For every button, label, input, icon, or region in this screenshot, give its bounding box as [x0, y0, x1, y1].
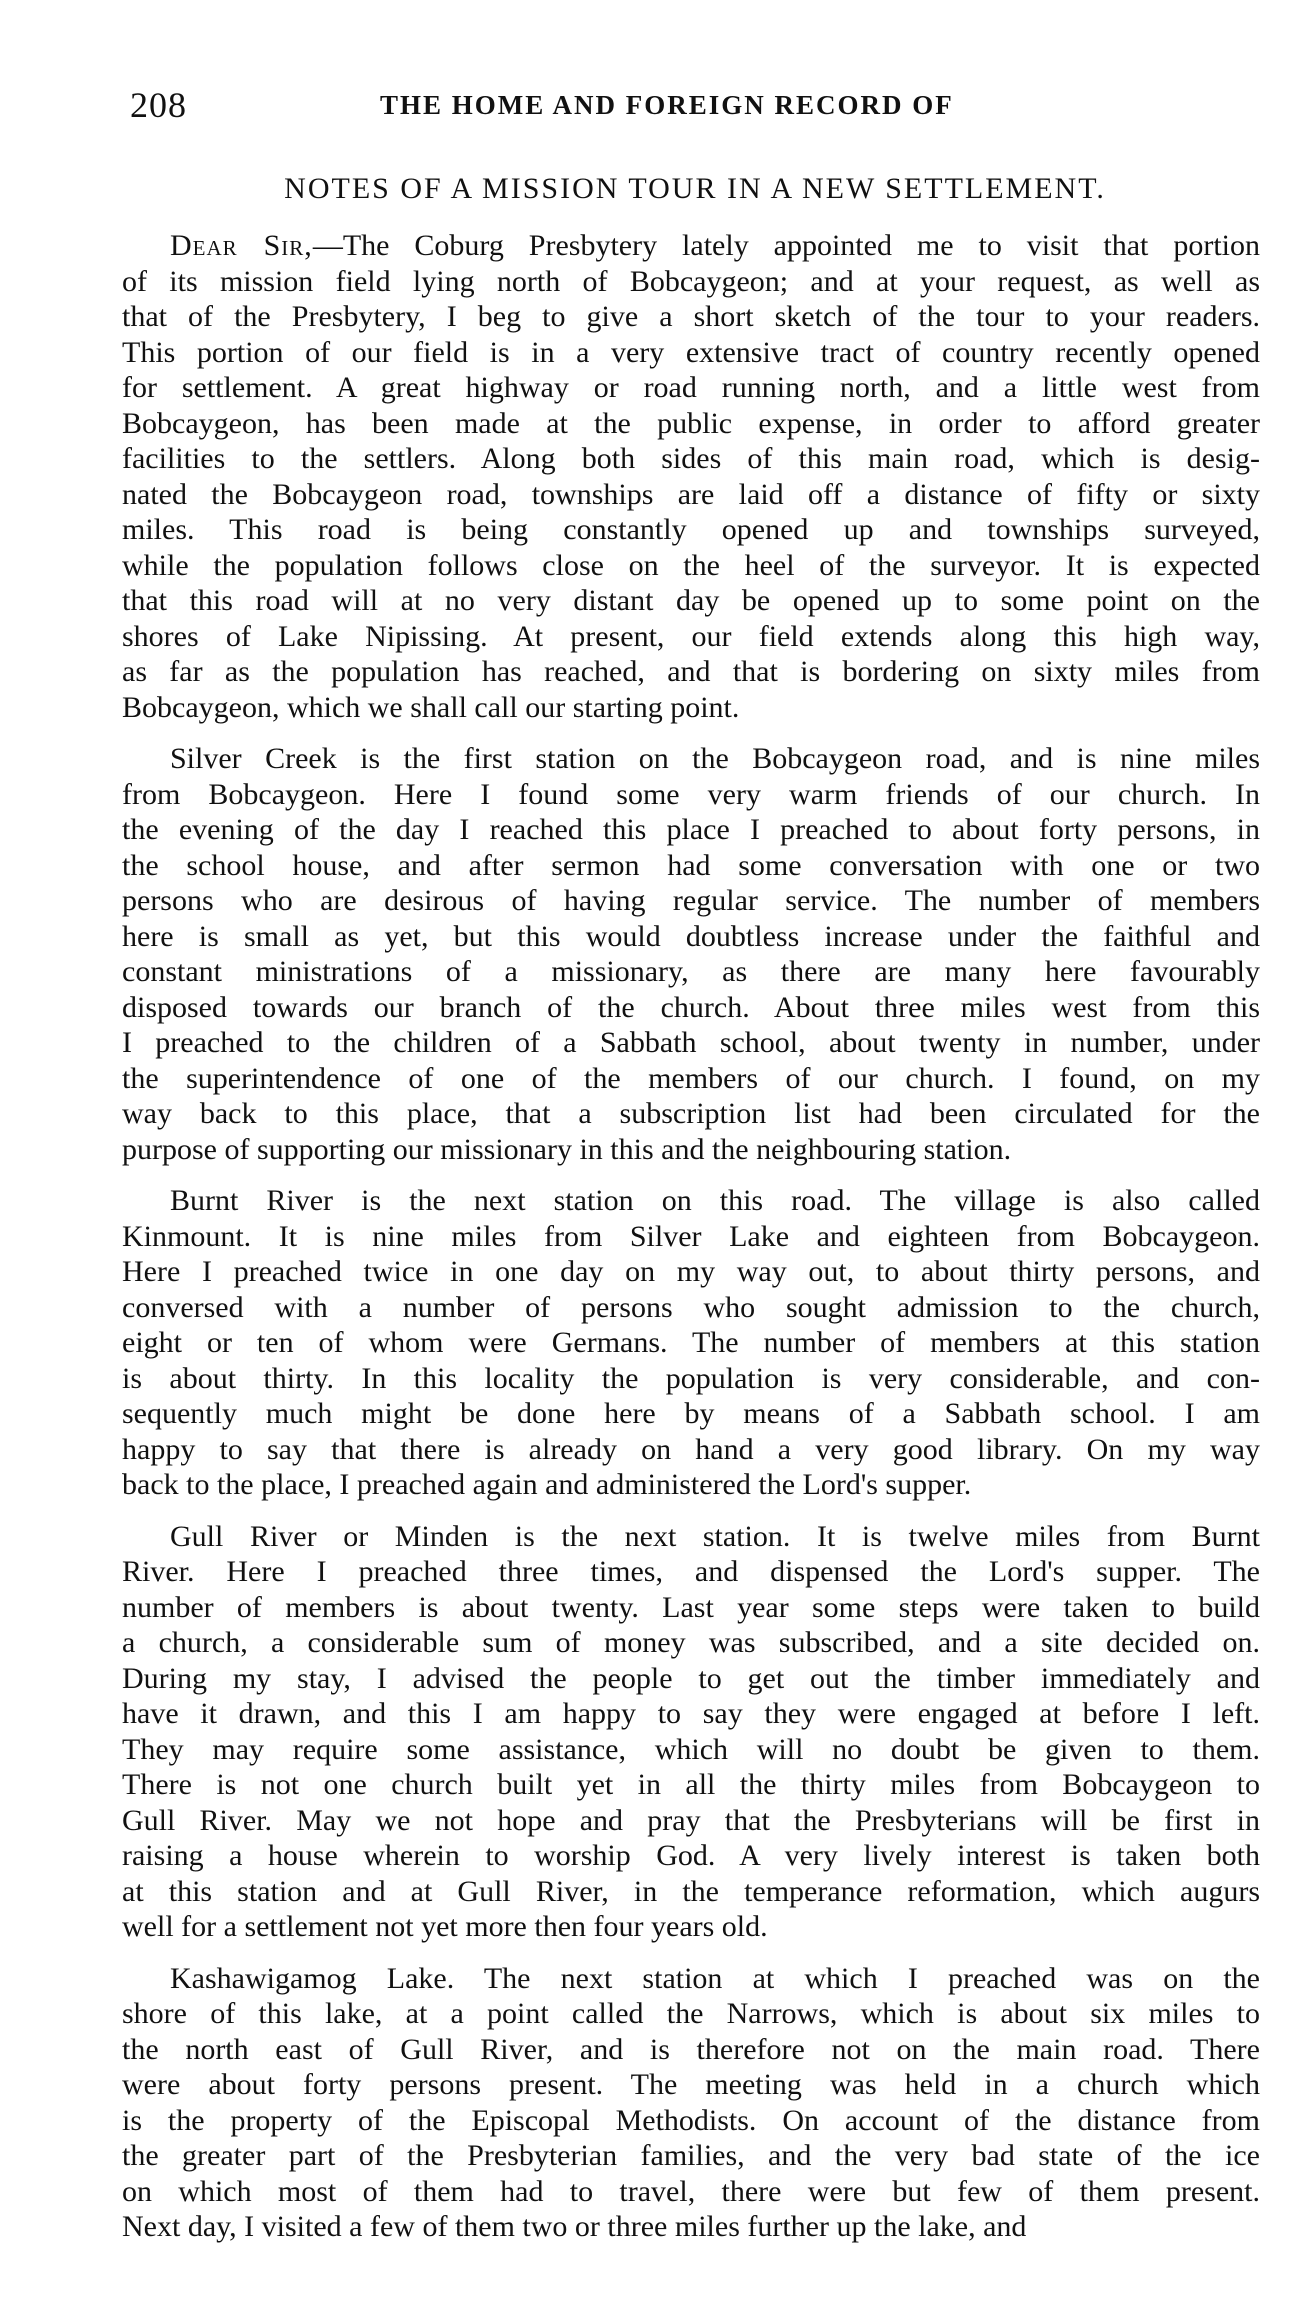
text-line: shore of this lake, at a point called the Narrows, which is about six miles to — [122, 1997, 1260, 2030]
page-number: 208 — [130, 85, 187, 125]
text-line: persons who are desirous of having regular service. The number of members — [122, 884, 1260, 917]
text-line — [122, 228, 1260, 264]
text-line: shores of Lake Nipissing. At present, our field extends along this high way, — [122, 619, 1260, 653]
text-line: from Bobcaygeon. Here I found some very warm friends of our church. In — [122, 777, 1260, 811]
text-line: Bobcaygeon, has been made at the public expense, in order to afford greater — [122, 406, 1260, 440]
text-line: Burnt River is the next station on this road. The village is also called — [170, 1184, 1260, 1217]
text-line: that this road will at no very distant day be opened up to some point on the — [122, 584, 1260, 617]
line-text: —The Coburg Presbytery lately appointed me to visit that portion — [312, 229, 1260, 262]
text-line: the evening of the day I reached this place I preached to about forty persons, in — [122, 813, 1260, 846]
text-line: This portion of our field is in a very extensive tract of country recently opened — [122, 335, 1260, 369]
text-line: miles. This road is being constantly opened up and townships surveyed, — [122, 513, 1260, 546]
text-line: raising a house wherein to worship God. A very lively interest is taken both — [122, 1839, 1260, 1872]
text-line: Gull River. May we not hope and pray that the Presbyterians will be first in — [122, 1803, 1260, 1837]
text-line: conversed with a number of persons who sought admission to the church, — [122, 1290, 1260, 1324]
text-line: During my stay, I advised the people to get out the timber immediately and — [122, 1661, 1260, 1695]
text-line: happy to say that there is already on hand a very good library. On my way — [122, 1432, 1260, 1466]
salutation: Dear Sir, — [170, 229, 313, 262]
text-line: the school house, and after sermon had some conversation with one or two — [122, 848, 1260, 882]
text-line: River. Here I preached three times, and dispensed the Lord's supper. The — [122, 1555, 1260, 1588]
paragraph — [122, 1961, 1260, 2245]
text-line: on which most of them had to travel, there were but few of them present. — [122, 2174, 1260, 2208]
text-line: Kashawigamog Lake. The next station at which I preached was on the — [170, 1961, 1260, 1995]
text-line: Silver Creek is the first station on the Bobcaygeon road, and is nine miles — [170, 742, 1260, 775]
text-line: Kinmount. It is nine miles from Silver Lake and eighteen from Bobcaygeon. — [122, 1219, 1260, 1253]
text-line: is the property of the Episcopal Methodists. On account of the distance from — [122, 2103, 1260, 2137]
text-line: There is not one church built yet in all the thirty miles from Bobcaygeon to — [122, 1768, 1260, 1801]
text-line: sequently much might be done here by means of a Sabbath school. I am — [122, 1397, 1260, 1430]
text-line: Here I preached twice in one day on my way out, to about thirty persons, and — [122, 1255, 1260, 1288]
text-line: constant ministrations of a missionary, as there are many here favourably — [122, 955, 1260, 988]
text-line: Bobcaygeon, which we shall call our starting point. — [122, 690, 740, 724]
text-line: of its mission field lying north of Bobcaygeon; and at your request, as well as — [122, 264, 1260, 298]
text-line: back to the place, I preached again and administered the Lord's supper. — [122, 1468, 972, 1501]
paragraph — [122, 1519, 1260, 1945]
text-line: well for a settlement not yet more then four years old. — [122, 1910, 768, 1943]
text-line: for settlement. A great highway or road running north, and a little west from — [122, 371, 1260, 404]
text-line: the north east of Gull River, and is therefore not on the main road. There — [122, 2032, 1260, 2066]
text-line: at this station and at Gull River, in the temperance reformation, which augurs — [122, 1874, 1260, 1908]
text-line: a church, a considerable sum of money was subscribed, and a site decided on. — [122, 1626, 1260, 1659]
paragraph — [122, 228, 1260, 725]
text-line: They may require some assistance, which will no doubt be given to them. — [122, 1732, 1260, 1766]
text-line: the greater part of the Presbyterian families, and the very bad state of the ice — [122, 2139, 1260, 2172]
text-line: Gull River or Minden is the next station. It is twelve miles from Burnt — [170, 1519, 1260, 1553]
running-head — [130, 84, 1260, 134]
text-line: while the population follows close on the heel of the surveyor. It is expected — [122, 548, 1260, 582]
text-line: the superintendence of one of the members of our church. I found, on my — [122, 1061, 1260, 1095]
article-body — [122, 228, 1260, 2261]
text-line: Next day, I visited a few of them two or three miles further up the lake, and — [122, 2210, 1027, 2243]
text-line: purpose of supporting our missionary in this and the neighbouring station. — [122, 1132, 1012, 1166]
journal-title: THE HOME AND FOREIGN RECORD OF — [380, 90, 954, 120]
text-line: number of members is about twenty. Last year some steps were taken to build — [122, 1590, 1260, 1624]
text-line: have it drawn, and this I am happy to say they were engaged at before I left. — [122, 1697, 1260, 1730]
text-line: that of the Presbytery, I beg to give a short sketch of the tour to your readers. — [122, 300, 1260, 333]
text-line: eight or ten of whom were Germans. The number of members at this station — [122, 1326, 1260, 1359]
text-line: facilities to the settlers. Along both sides of this main road, which is desig- — [122, 442, 1260, 475]
paragraph — [122, 741, 1260, 1167]
text-line: way back to this place, that a subscription list had been circulated for the — [122, 1097, 1260, 1130]
text-line: here is small as yet, but this would doubtless increase under the faithful and — [122, 919, 1260, 953]
text-line: as far as the population has reached, and that is bordering on sixty miles from — [122, 655, 1260, 688]
text-line: I preached to the children of a Sabbath school, about twenty in number, under — [122, 1026, 1260, 1059]
text-line: were about forty persons present. The meeting was held in a church which — [122, 2068, 1260, 2101]
text-line: is about thirty. In this locality the population is very considerable, and con- — [122, 1361, 1260, 1395]
text-line: disposed towards our branch of the church. About three miles west from this — [122, 990, 1260, 1024]
paragraph — [122, 1183, 1260, 1503]
article-title: NOTES OF A MISSION TOUR IN A NEW SETTLEMENT. — [284, 172, 1106, 205]
text-line: nated the Bobcaygeon road, townships are laid off a distance of fifty or sixty — [122, 477, 1260, 511]
